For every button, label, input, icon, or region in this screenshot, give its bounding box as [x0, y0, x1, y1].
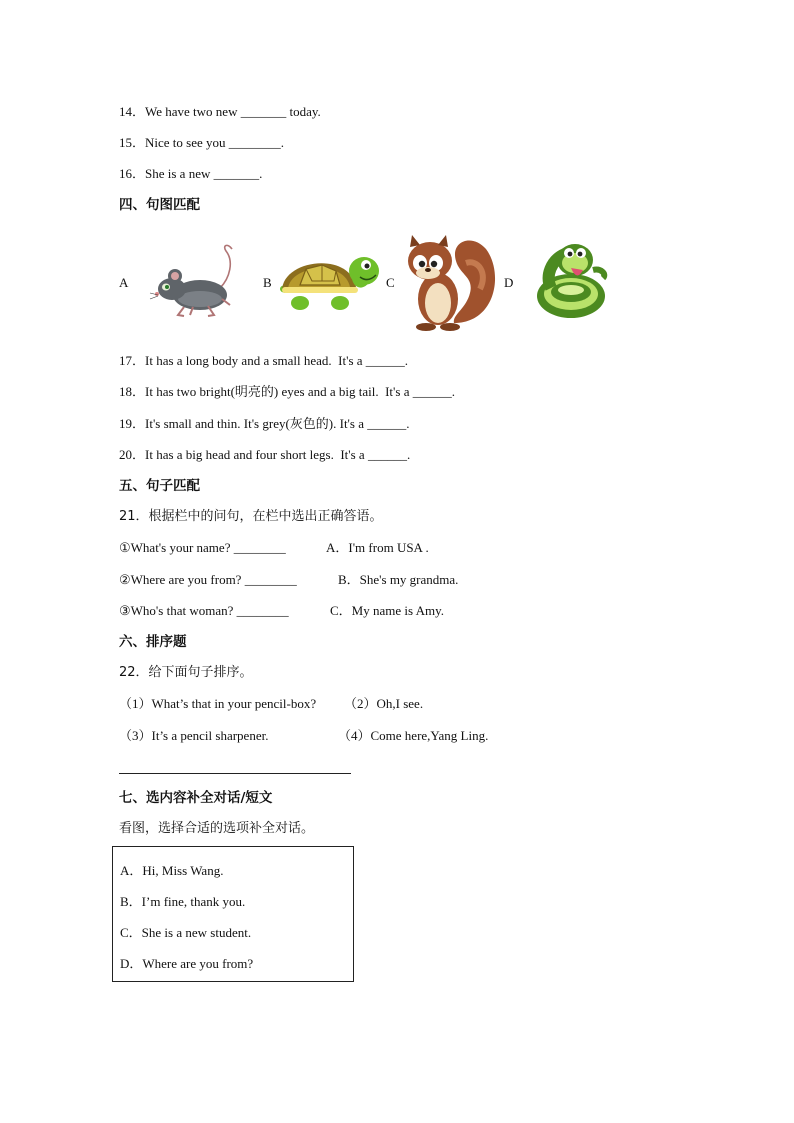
order-item-1: （1）What’s that in your pencil-box? [119, 696, 317, 711]
match-answer-c: C．My name is Amy. [330, 603, 444, 618]
picture-label-b: B [263, 275, 272, 290]
order-item-2: （2）Oh,I see. [344, 696, 424, 711]
mouse-icon [148, 243, 238, 323]
question-16: 16．She is a new _______. [119, 166, 263, 181]
order-item-3: （3）It’s a pencil sharpener. [119, 728, 269, 743]
question-15: 15．Nice to see you ________. [119, 135, 285, 150]
question-18: 18．It has two bright(明亮的) eyes and a big tail. It's a ______. [119, 384, 455, 399]
match-answer-a: A．I'm from USA . [326, 540, 429, 555]
option-c: C．She is a new student. [120, 925, 252, 940]
question-21-instruction: 21．根据栏中的问句，在栏中选出正确答语。 [119, 509, 383, 524]
picture-label-d: D [504, 275, 514, 290]
section-6-heading: 六、排序题 [119, 634, 187, 650]
question-22-instruction: 22．给下面句子排序。 [119, 665, 253, 680]
option-d: D．Where are you from? [120, 956, 254, 971]
match-answer-b: B．She's my grandma. [338, 572, 459, 587]
section-7-instruction: 看图，选择合适的选项补全对话。 [119, 821, 315, 836]
match-row-3: ③Who's that woman? ________ [119, 603, 289, 618]
section-5-heading: 五、句子匹配 [119, 478, 200, 494]
order-item-4: （4）Come here,Yang Ling. [338, 728, 489, 743]
answer-line [119, 773, 351, 774]
options-box [112, 846, 354, 982]
snake-icon [535, 240, 611, 322]
question-14: 14．We have two new _______ today. [119, 104, 321, 119]
squirrel-icon [400, 233, 496, 333]
turtle-icon [278, 245, 380, 313]
match-row-1: ①What's your name? ________ [119, 540, 286, 555]
match-row-2: ②Where are you from? ________ [119, 572, 297, 587]
question-17: 17．It has a long body and a small head. It's a ______. [119, 353, 409, 368]
question-20: 20．It has a big head and four short legs. It's a ______. [119, 447, 411, 462]
picture-label-a: A [119, 275, 129, 290]
question-19: 19．It's small and thin. It's grey(灰色的). It's a ______. [119, 416, 410, 431]
section-4-heading: 四、句图匹配 [119, 197, 200, 213]
option-b: B．I’m fine, thank you. [120, 894, 246, 909]
option-a: A．Hi, Miss Wang. [120, 863, 224, 878]
picture-label-c: C [386, 275, 395, 290]
section-7-heading: 七、选内容补全对话/短文 [119, 790, 273, 806]
